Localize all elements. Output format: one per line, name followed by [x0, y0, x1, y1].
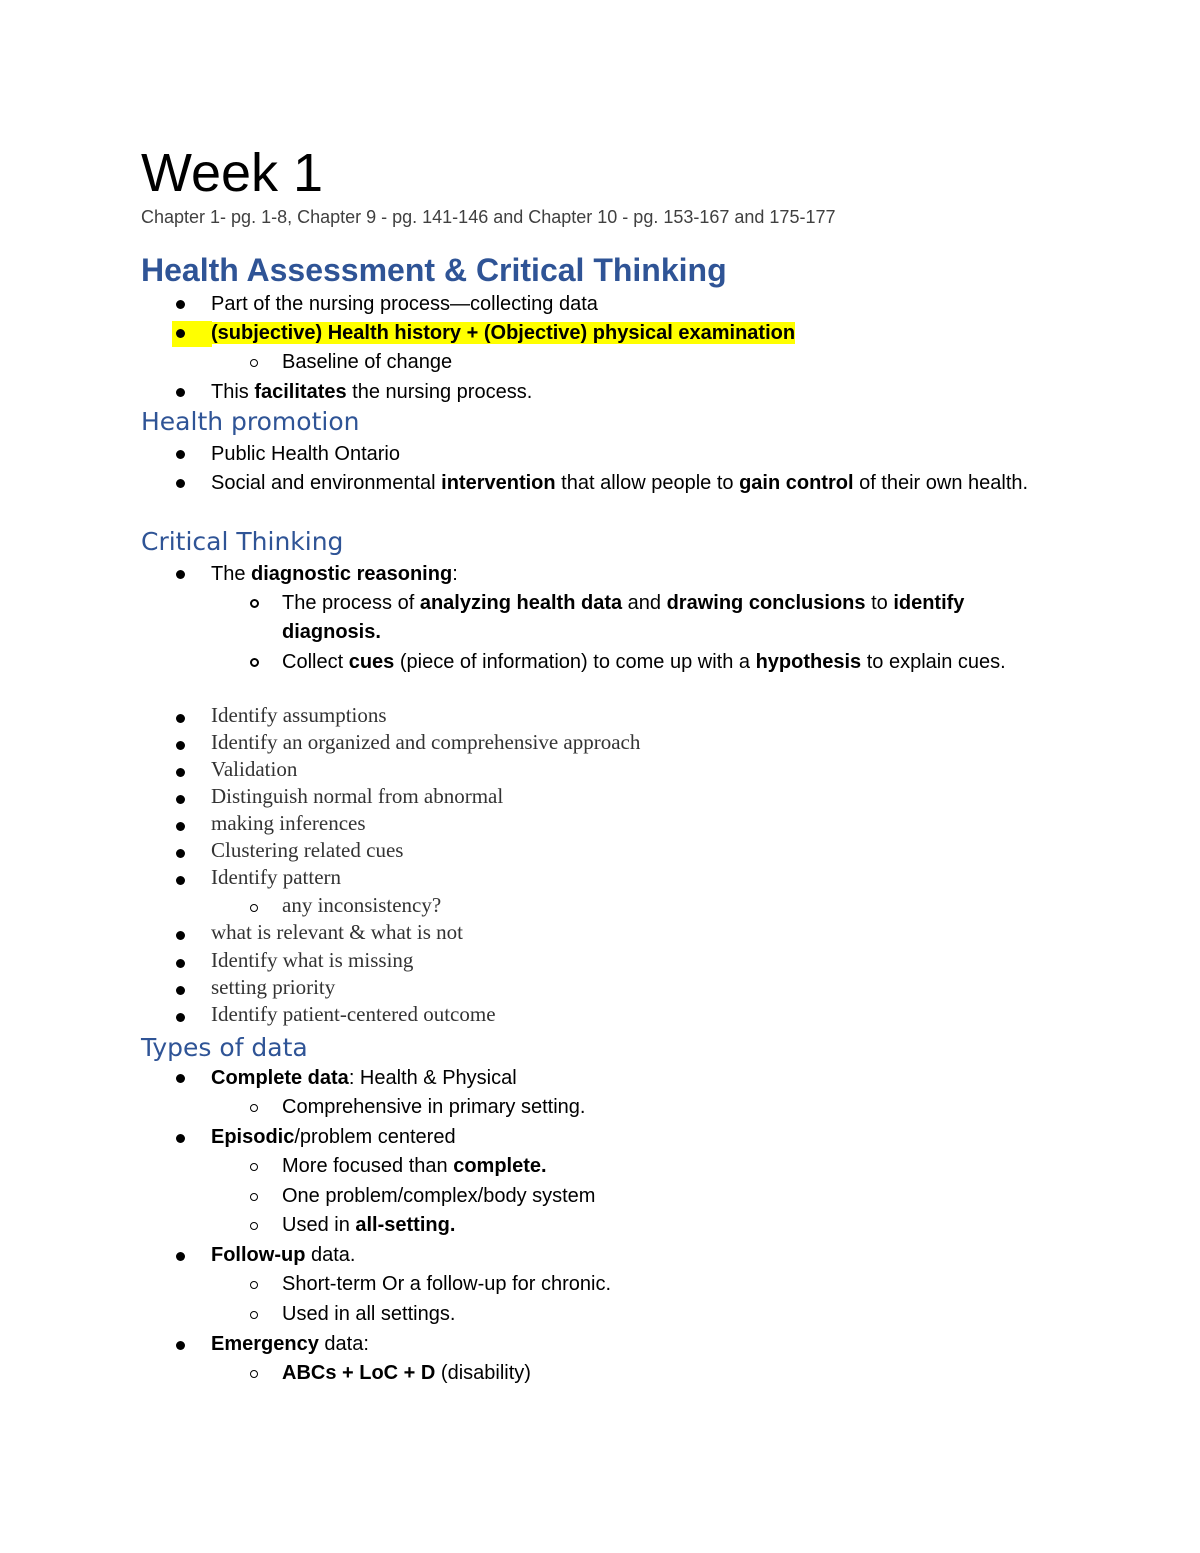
list-subitem: The process of analyzing health data and drawing conclusions to identify diagnosis.: [282, 592, 965, 643]
circle-bullet-icon: [250, 1370, 258, 1378]
circle-bullet-icon: [250, 1311, 258, 1319]
bullet-icon: [176, 479, 185, 488]
circle-bullet-icon: [250, 359, 258, 367]
circle-bullet-icon: [250, 1193, 258, 1201]
bullet-icon: [176, 714, 185, 723]
chapter-references: Chapter 1- pg. 1-8, Chapter 9 - pg. 141-146 and Chapter 10 - pg. 153-167 and 175-177: [141, 207, 836, 227]
list-subitem: More focused than complete.: [282, 1155, 547, 1177]
bullet-icon: [176, 450, 185, 459]
list-item: Distinguish normal from abnormal: [211, 784, 504, 808]
list-subitem: Used in all settings.: [282, 1303, 456, 1325]
circle-bullet-icon: [250, 1104, 258, 1112]
circle-bullet-icon: [250, 599, 259, 608]
bullet-icon: [176, 768, 185, 777]
bullet-icon: [176, 849, 185, 858]
bullet-icon: [176, 959, 185, 968]
list-subitem: any inconsistency?: [282, 893, 442, 917]
list-subitem: Comprehensive in primary setting.: [282, 1096, 586, 1118]
bullet-icon: [176, 795, 185, 804]
circle-bullet-icon: [250, 1163, 258, 1171]
list-item: what is relevant & what is not: [211, 920, 463, 944]
list-item: Validation: [211, 757, 298, 781]
list-item: Identify patient-centered outcome: [211, 1002, 496, 1026]
bullet-icon: [176, 876, 185, 885]
circle-bullet-icon: [250, 1281, 258, 1289]
list-item: Public Health Ontario: [211, 443, 400, 465]
list-item: This facilitates the nursing process.: [211, 381, 533, 403]
circle-bullet-icon: [250, 658, 259, 667]
list-item: Clustering related cues: [211, 838, 404, 862]
list-item: Identify an organized and comprehensive approach: [211, 730, 641, 754]
heading-health-assessment: Health Assessment & Critical Thinking: [141, 252, 727, 288]
list-item: Identify assumptions: [211, 703, 387, 727]
heading-types-of-data: Types of data: [141, 1033, 308, 1062]
list-subitem: ABCs + LoC + D (disability): [282, 1362, 531, 1384]
list-subitem: Baseline of change: [282, 351, 453, 373]
bullet-icon: [176, 1074, 185, 1083]
bullet-icon: [176, 570, 185, 579]
bullet-icon: [176, 986, 185, 995]
list-item: Episodic/problem centered: [211, 1126, 456, 1148]
list-item-highlighted: [211, 319, 795, 347]
list-item: Part of the nursing process—collecting data: [211, 293, 598, 315]
list-item: making inferences: [211, 811, 366, 835]
bullet-icon: [176, 300, 185, 309]
list-subitem: Collect cues (piece of information) to come up with a hypothesis to explain cues.: [282, 651, 1006, 673]
bullet-icon: [176, 388, 185, 397]
bullet-icon: [176, 741, 185, 750]
bullet-icon: [176, 329, 185, 338]
circle-bullet-icon: [250, 904, 258, 912]
list-item: setting priority: [211, 975, 336, 999]
bullet-icon: [176, 931, 185, 940]
bullet-icon: [176, 1252, 185, 1261]
page-title: Week 1: [141, 143, 324, 203]
bullet-icon: [176, 822, 185, 831]
list-subitem: One problem/complex/body system: [282, 1185, 596, 1207]
bullet-icon: [176, 1341, 185, 1350]
heading-health-promotion: Health promotion: [141, 407, 360, 436]
bullet-icon: [176, 1134, 185, 1143]
list-item: Identify pattern: [211, 865, 342, 889]
heading-critical-thinking: Critical Thinking: [141, 527, 344, 556]
list-item: Emergency data:: [211, 1333, 369, 1355]
list-item: Social and environmental intervention that allow people to gain control of their own health.: [211, 472, 1029, 494]
list-subitem: Short-term Or a follow-up for chronic.: [282, 1273, 611, 1295]
list-item: Follow-up data.: [211, 1244, 356, 1266]
circle-bullet-icon: [250, 1222, 258, 1230]
list-subitem: Used in all-setting.: [282, 1214, 456, 1236]
highlighted-text: (subjective) Health history + (Objective) physical examination: [211, 322, 796, 344]
list-item: The diagnostic reasoning:: [211, 563, 458, 585]
bullet-icon: [176, 1013, 185, 1022]
list-item: Complete data: Health & Physical: [211, 1067, 517, 1089]
list-item: Identify what is missing: [211, 948, 414, 972]
